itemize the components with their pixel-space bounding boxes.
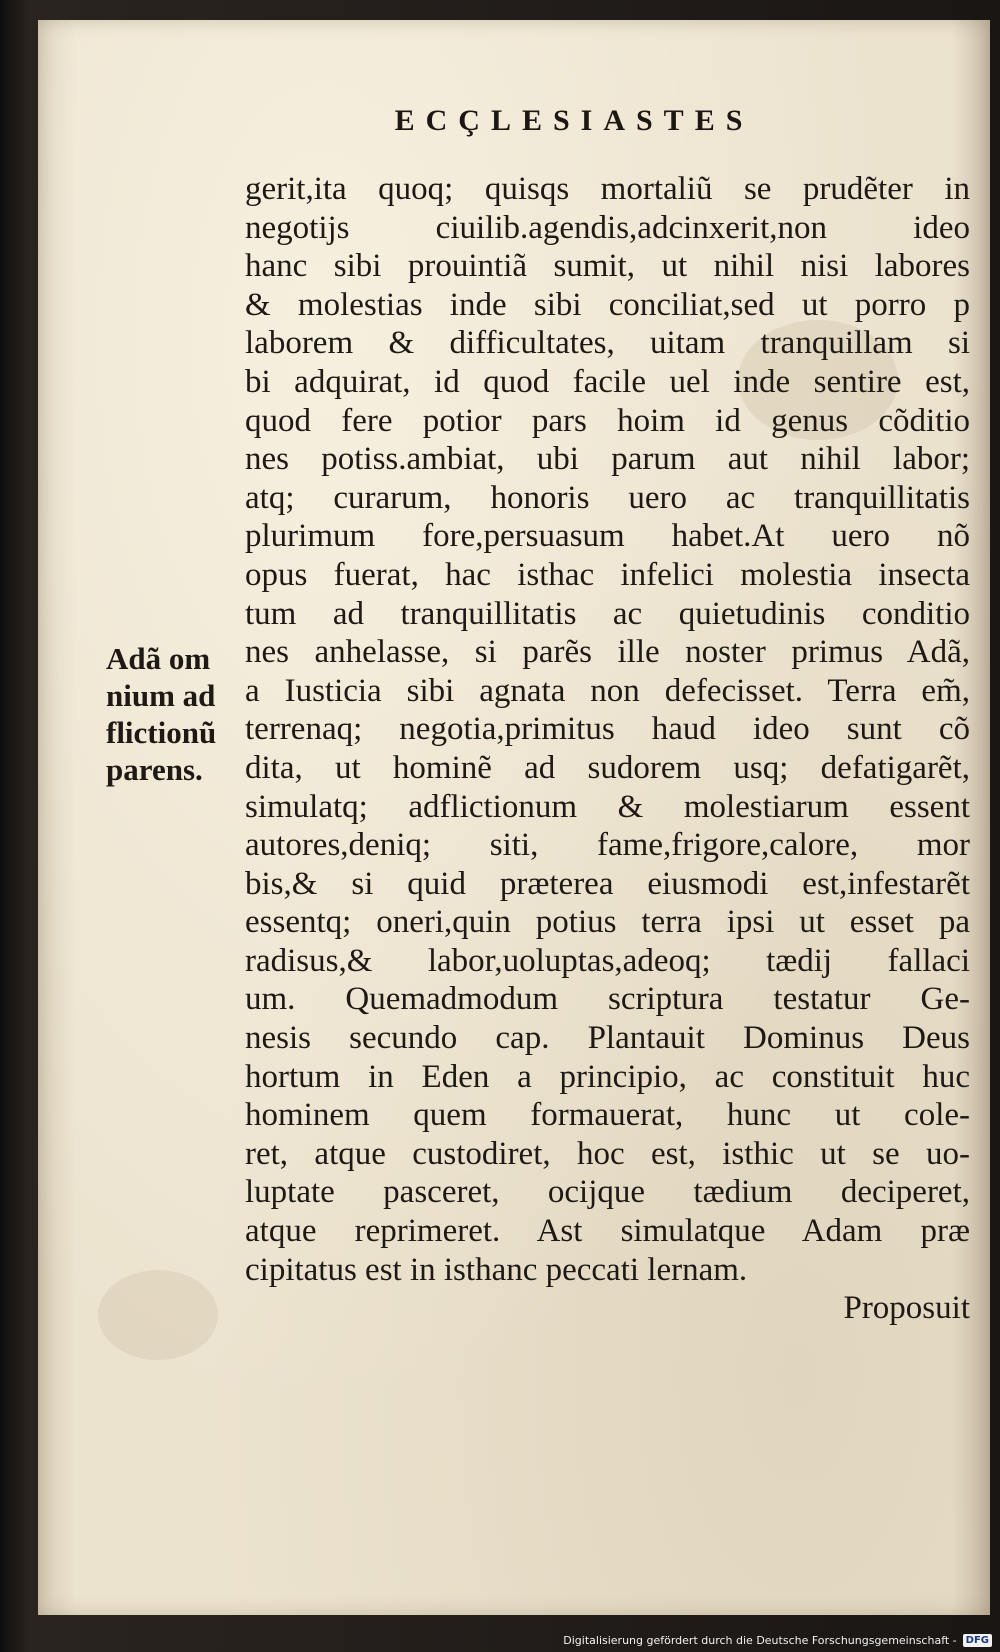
main-text-block	[245, 170, 970, 1328]
text-line: atq; curarum, honoris uero ac tranquillitatis	[245, 479, 970, 516]
paper-stain	[98, 1270, 218, 1360]
text-line: hanc sibi prouintiã sumit, ut nihil nisi labores	[245, 248, 970, 285]
text-line: bis,& si quid præterea eiusmodi est,infestarẽt	[245, 865, 970, 902]
running-head: ECÇLESIASTES	[394, 104, 754, 137]
dfg-logo: DFG	[963, 1634, 992, 1647]
text-line: opus fuerat, hac isthac infelici molestia insecta	[245, 556, 970, 593]
text-line: luptate pasceret, ocijque tædium deciperet,	[245, 1174, 970, 1211]
text-line: nesis secundo cap. Plantauit Dominus Deus	[245, 1020, 970, 1057]
text-line: um. Quemadmodum scriptura testatur Ge-	[245, 981, 970, 1018]
text-line: atque reprimeret. Ast simulatque Adam præ	[245, 1213, 970, 1250]
text-line: autores,deniq; siti, fame,frigore,calore, mor	[245, 827, 970, 864]
text-line: cipitatus est in isthanc peccati lernam.	[245, 1251, 748, 1288]
book-page	[38, 20, 990, 1615]
text-line: terrenaq; negotia,primitus haud ideo sunt cõ	[245, 711, 970, 748]
text-line: negotijs ciuilib.agendis,adcinxerit,non ideo	[245, 209, 970, 246]
text-line: tum ad tranquillitatis ac quietudinis conditio	[245, 595, 970, 632]
text-line: gerit,ita quoq; quisqs mortaliũ se prudẽter in	[245, 171, 970, 207]
text-line: dita, ut hominẽ ad sudorem usq; defatigarẽt,	[245, 749, 970, 786]
text-line: ret, atque custodiret, hoc est, isthic ut se uo-	[245, 1135, 970, 1172]
catchword: Proposuit	[843, 1290, 970, 1327]
text-line: plurimum fore,persuasum habet.At uero nõ	[245, 518, 970, 555]
marginal-note	[106, 640, 246, 788]
text-line: simulatq; adflictionum & molestiarum essent	[245, 788, 970, 825]
text-line: nes potiss.ambiat, ubi parum aut nihil labor;	[245, 441, 970, 478]
text-line: laborem & difficultates, uitam tranquillam si	[245, 325, 970, 362]
credit-text: Digitalisierung gefördert durch die Deutsche Forschungsgemeinschaft -	[563, 1633, 957, 1647]
text-line: & molestias inde sibi conciliat,sed ut porro p	[245, 286, 970, 323]
text-line: quod fere potior pars hoim id genus cõditio	[245, 402, 970, 439]
text-line: radisus,& labor,uoluptas,adeoq; tædij fallaci	[245, 942, 970, 979]
text-line: a Iusticia sibi agnata non defecisset. Terra em̃,	[245, 672, 970, 709]
text-line: bi adquirat, id quod facile uel inde sentire est,	[245, 363, 970, 400]
marginal-line: Adã om	[106, 641, 211, 676]
marginal-line: nium ad	[106, 678, 216, 713]
text-line: hortum in Eden a principio, ac constituit huc	[245, 1058, 970, 1095]
marginal-line: parens.	[106, 752, 203, 787]
digitization-credit	[563, 1630, 992, 1650]
text-line: essentq; oneri,quin potius terra ipsi ut esset pa	[245, 904, 970, 941]
text-line: hominem quem formauerat, hunc ut cole-	[245, 1097, 970, 1134]
text-line: nes anhelasse, si parẽs ille noster primus Adã,	[245, 634, 970, 671]
marginal-line: flictionũ	[106, 715, 217, 750]
